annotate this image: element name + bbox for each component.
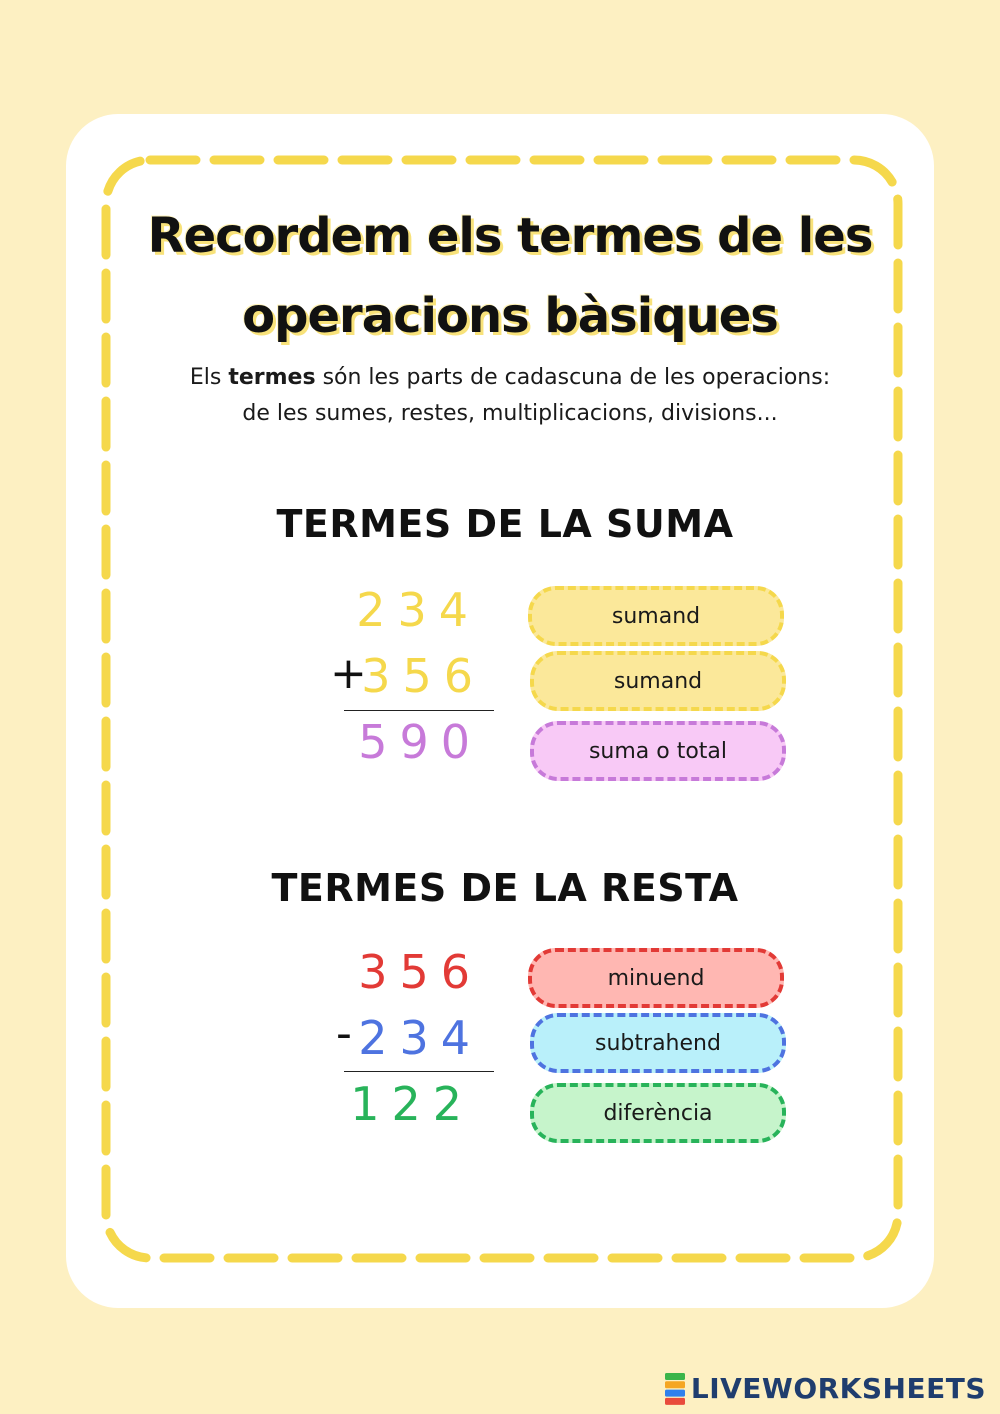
title-line-1: Recordem els termes de les	[147, 208, 873, 264]
resta-heading: TERMES DE LA RESTA	[271, 866, 739, 910]
resta-result-line	[344, 1071, 494, 1072]
suma-result: 590	[358, 715, 482, 769]
suma-operator: +	[330, 648, 367, 699]
page-title	[100, 196, 920, 356]
liveworksheets-logo-icon	[665, 1373, 685, 1405]
intro-text	[100, 360, 920, 432]
label-subtrahend: subtrahend	[530, 1013, 786, 1073]
suma-heading: TERMES DE LA SUMA	[276, 502, 734, 546]
liveworksheets-brand	[665, 1372, 986, 1405]
brand-text: LIVEWORKSHEETS	[690, 1372, 986, 1405]
suma-result-line	[344, 710, 494, 711]
intro-line-2: de les sumes, restes, multiplicacions, divisions...	[242, 401, 778, 426]
suma-operand-1: 234	[356, 583, 480, 637]
intro-line-1	[100, 360, 920, 396]
resta-operand-1: 356	[358, 945, 482, 999]
resta-operand-2: 234	[358, 1011, 482, 1065]
label-suma-total: suma o total	[530, 721, 786, 781]
intro-pre: Els	[189, 365, 229, 390]
label-diferencia: diferència	[530, 1083, 786, 1143]
title-line-2: operacions bàsiques	[242, 288, 778, 344]
intro-bold-term: termes	[228, 365, 316, 390]
intro-post: són les parts de cadascuna de les operacions:	[315, 365, 831, 390]
label-sumand-2: sumand	[530, 651, 786, 711]
label-sumand-1: sumand	[528, 586, 784, 646]
label-minuend: minuend	[528, 948, 784, 1008]
resta-operator: -	[336, 1008, 352, 1059]
resta-result: 122	[350, 1077, 474, 1131]
suma-operand-2: 356	[361, 649, 485, 703]
